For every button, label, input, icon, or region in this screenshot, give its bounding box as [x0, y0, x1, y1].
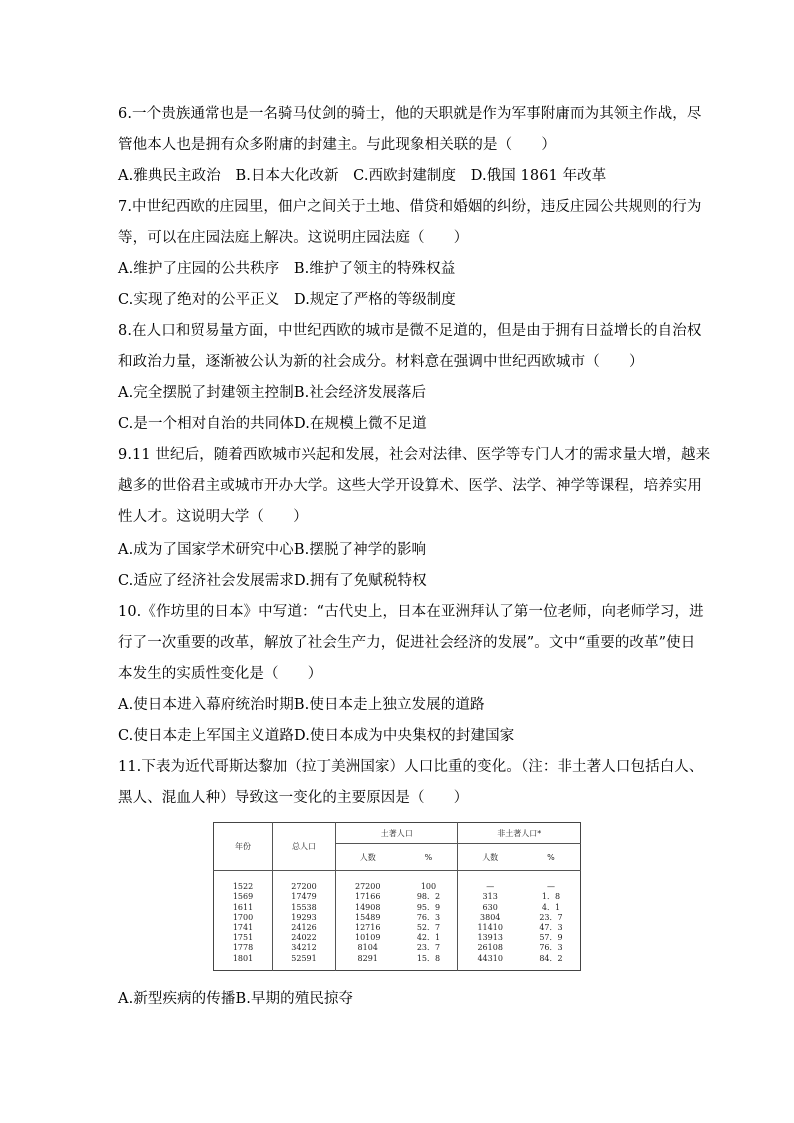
- table-row: [214, 923, 581, 933]
- table-cell: 15．8: [416, 953, 441, 963]
- q11-stem-line2: 黑人、混血人种）导致这一变化的主要原因是（ ）: [118, 790, 469, 806]
- table-cell: 76．3: [416, 912, 441, 922]
- q7-options-cd: C.实现了绝对的公平正义 D.规定了严格的等级制度: [118, 292, 456, 308]
- table-cell: 84．2: [539, 953, 563, 963]
- q6-stem-line2: 管他本人也是拥有众多附庸的封建主。与此现象相关联的是（ ）: [118, 137, 556, 153]
- table-cell: 52591: [273, 953, 336, 970]
- q9-stem-line2: 越多的世俗君主或城市开办大学。这些大学开设算术、医学、法学、神学等课程，培养实用: [118, 478, 702, 494]
- table-cell: 12716: [336, 923, 400, 933]
- table-row: [214, 933, 581, 943]
- table-cell: 100: [420, 881, 437, 891]
- table-cell: 15538: [273, 902, 336, 912]
- q8-stem-line2: 和政治力量，逐渐被公认为新的社会成分。材料意在强调中世纪西欧城市（ ）: [118, 354, 644, 370]
- table-cell: 24126: [273, 923, 336, 933]
- table-cell: 630: [458, 902, 522, 912]
- table-cell: 42．1: [416, 933, 441, 943]
- table-cell: 1．8: [541, 892, 561, 902]
- q8-options-ab: A.完全摆脱了封建领主控制B.社会经济发展落后: [118, 385, 427, 401]
- table-row: [214, 871, 581, 893]
- table-cell: 1741: [232, 922, 254, 932]
- table-cell: 23．7: [416, 943, 441, 953]
- table-cell: 1569: [232, 892, 254, 902]
- table-cell: 8104: [336, 943, 400, 953]
- table-cell: 13913: [458, 933, 522, 943]
- table-cell: 3804: [458, 912, 522, 922]
- q8-stem-line1: 8.在人口和贸易量方面，中世纪西欧的城市是微不足道的，但是由于拥有日益增长的自治权: [118, 323, 702, 339]
- q7-stem-line2: 等，可以在庄园法庭上解决。这说明庄园法庭（ ）: [118, 230, 469, 246]
- table-cell: 27200: [273, 871, 336, 893]
- table-cell: 52．7: [416, 922, 441, 932]
- population-table: [213, 822, 581, 971]
- table-cell: 17166: [336, 892, 400, 902]
- q7-options-ab: A.维护了庄园的公共秩序 B.维护了领主的特殊权益: [118, 261, 456, 277]
- table-cell: 4．1: [541, 902, 561, 912]
- nonnative-count-header: 人数: [458, 844, 522, 871]
- q10-stem-line2: 行了一次重要的改革，解放了社会生产力，促进社会经济的发展”。文中“重要的改革”使日: [118, 635, 696, 651]
- table-body: [214, 871, 581, 971]
- table-cell: 44310: [458, 953, 522, 970]
- table-cell: 1751: [232, 933, 254, 943]
- table-cell: —: [458, 871, 522, 893]
- table-cell: 98．2: [416, 892, 441, 902]
- table-cell: 1700: [232, 912, 254, 922]
- q8-options-cd: C.是一个相对自治的共同体D.在规模上微不足道: [118, 416, 427, 432]
- table-cell: 24022: [273, 933, 336, 943]
- table-row: [214, 943, 581, 953]
- table-row: [214, 912, 581, 922]
- table-cell: 10109: [336, 933, 400, 943]
- q6-stem-line1: 6.一个贵族通常也是一名骑马仗剑的骑士，他的天职就是作为军事附庸而为其领主作战，尽: [118, 106, 702, 122]
- table-cell: 27200: [336, 871, 400, 893]
- table-cell: 95．9: [416, 902, 441, 912]
- table-cell: 1778: [232, 943, 254, 953]
- q9-stem-line1: 9.11 世纪后，随着西欧城市兴起和发展，社会对法律、医学等专门人才的需求量大增，越来: [118, 447, 711, 463]
- table-cell: 313: [458, 892, 522, 902]
- native-pct-header: %: [399, 844, 458, 871]
- table-cell: 1522: [232, 881, 254, 891]
- q7-stem-line1: 7.中世纪西欧的庄园里，佃户之间关于土地、借贷和婚姻的纠纷，违反庄园公共规则的行为: [118, 199, 702, 215]
- table-cell: 34212: [273, 943, 336, 953]
- q9-stem-line3: 性人才。这说明大学（ ）: [118, 509, 308, 525]
- table-cell: 26108: [458, 943, 522, 953]
- q6-options: A.雅典民主政治 B.日本大化改新 C.西欧封建制度 D.俄国 1861 年改革: [118, 168, 607, 184]
- table-row: [214, 902, 581, 912]
- table-cell: 76．3: [539, 943, 563, 953]
- q10-stem-line1: 10.《作坊里的日本》中写道：“古代史上，日本在亚洲拜认了第一位老师，向老师学习，进: [118, 604, 704, 620]
- nonnative-pct-header: %: [522, 844, 581, 871]
- q10-options-cd: C.使日本走上军国主义道路D.使日本成为中央集权的封建国家: [118, 728, 515, 744]
- table-cell: —: [546, 881, 555, 891]
- table-cell: 57．9: [539, 933, 563, 943]
- native-count-header: 人数: [336, 844, 400, 871]
- table-cell: 1801: [232, 953, 254, 963]
- table-cell: 15489: [336, 912, 400, 922]
- q10-options-ab: A.使日本进入幕府统治时期B.使日本走上独立发展的道路: [118, 697, 485, 713]
- q9-options-ab: A.成为了国家学术研究中心B.摆脱了神学的影响: [118, 542, 427, 558]
- table-cell: 14908: [336, 902, 400, 912]
- table-cell: 1611: [232, 902, 254, 912]
- table-row: [214, 953, 581, 970]
- col-total-header: 总人口: [273, 823, 336, 871]
- table-cell: 47．3: [539, 922, 563, 932]
- group-native-header: 土著人口: [336, 823, 458, 844]
- table-row: [214, 892, 581, 902]
- table-cell: 11410: [458, 923, 522, 933]
- q11-stem-line1: 11.下表为近代哥斯达黎加（拉丁美洲国家）人口比重的变化。（注：非土著人口包括白人、: [118, 759, 704, 775]
- group-nonnative-header: 非土著人口*: [458, 823, 581, 844]
- table-cell: 8291: [336, 953, 400, 970]
- table-cell: 23．7: [539, 912, 563, 922]
- q10-stem-line3: 本发生的实质性变化是（ ）: [118, 666, 323, 682]
- table-cell: 17479: [273, 892, 336, 902]
- col-year-header: 年份: [214, 823, 273, 871]
- q11-options-ab: A.新型疾病的传播B.早期的殖民掠夺: [118, 991, 354, 1007]
- q9-options-cd: C.适应了经济社会发展需求D.拥有了免赋税特权: [118, 573, 427, 589]
- table-cell: 19293: [273, 912, 336, 922]
